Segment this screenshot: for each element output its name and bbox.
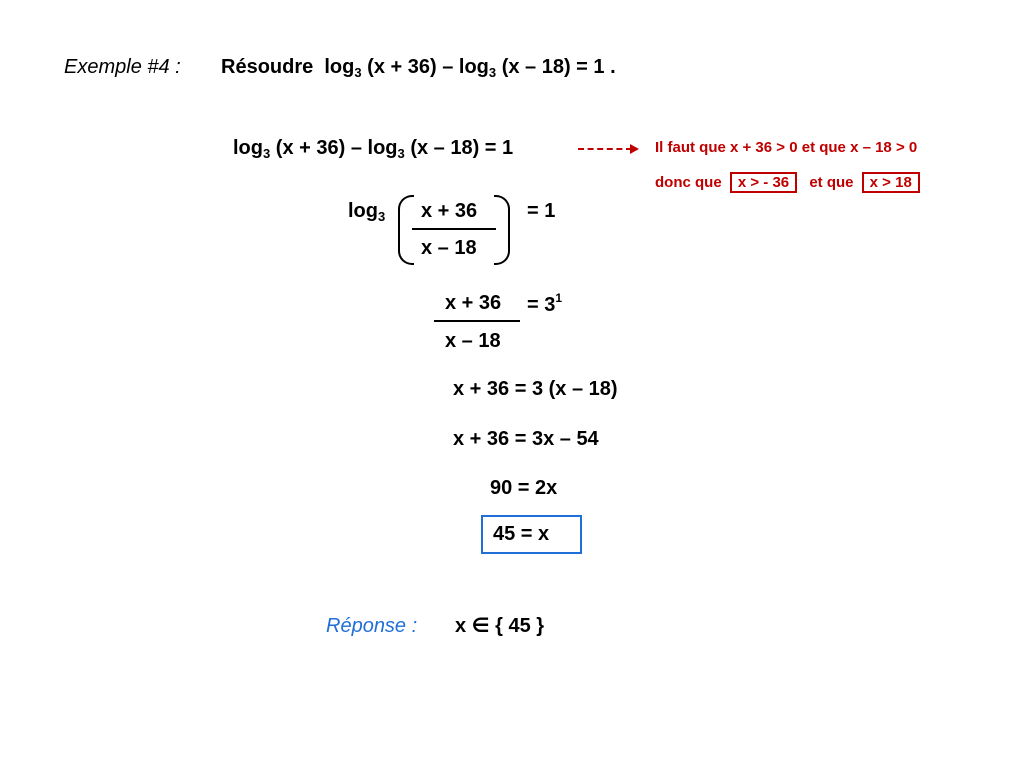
left-parenthesis [398,195,414,265]
step3-fraction-bar [434,320,520,322]
dashed-arrow-line [578,148,632,150]
log-word: log [348,200,378,222]
step2-fraction-bar [412,228,496,230]
problem-statement [221,56,616,79]
domain-condition-line-2 [655,174,920,191]
step2-numerator: x + 36 [421,200,478,222]
step2-denominator: x – 18 [421,237,477,259]
log-argument-2: (x – 18) = 1 . [501,56,616,78]
step3-exponent: 1 [555,291,563,305]
log-word-2: log [367,137,398,159]
equation-step-7: 45 = x [493,523,550,545]
step3-denominator: x – 18 [445,330,501,352]
arrow-head-icon [630,144,639,154]
donc-que-label: donc que [655,174,722,191]
log-argument-1: (x + 36) – [275,137,368,159]
log-base: 3 [378,209,386,224]
log-word: log [324,56,355,78]
step2-log [348,200,385,223]
answer-set: x ∈ { 45 } [455,615,545,637]
equation-step-4: x + 36 = 3 (x – 18) [453,378,618,400]
equation-step-6: 90 = 2x [490,477,558,499]
example-label: Exemple #4 : [64,56,181,78]
log-argument-1: (x + 36) – [367,56,459,78]
log-argument-2: (x – 18) = 1 [410,137,514,159]
condition-box-2: x > 18 [862,172,920,193]
log-word-2: log [458,56,489,78]
answer-label: Réponse : [326,615,418,637]
et-que-label: et que [809,174,854,191]
right-parenthesis [494,195,510,265]
log-base: 3 [354,65,362,80]
equation-step-1 [233,137,513,160]
condition-box-1: x > - 36 [730,172,797,193]
log-base: 3 [263,146,271,161]
log-base-2: 3 [397,146,405,161]
resolve-word: Résoudre [221,56,314,78]
step3-equals [527,291,563,317]
domain-condition-line-1: Il faut que x + 36 > 0 et que x – 18 > 0 [655,139,918,156]
step2-equals: = 1 [527,200,556,222]
log-word: log [233,137,263,159]
log-base-2: 3 [488,65,497,80]
equation-step-5: x + 36 = 3x – 54 [453,428,599,450]
step3-numerator: x + 36 [445,292,502,314]
step3-equals-text: = 3 [527,294,556,316]
